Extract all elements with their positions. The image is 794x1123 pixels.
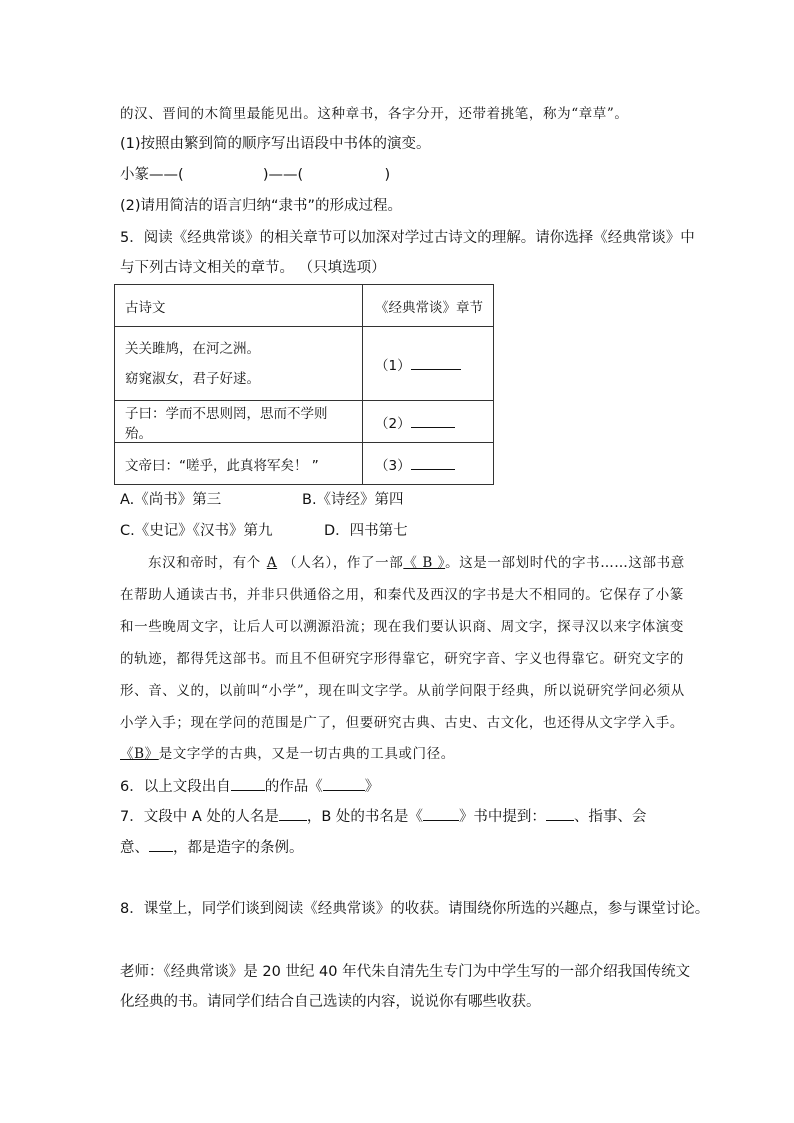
options-row-1 xyxy=(120,490,404,510)
evolution-mid: )——( xyxy=(262,167,304,183)
chapter-answer-cell[interactable] xyxy=(363,327,494,401)
answer-line[interactable] xyxy=(411,413,455,428)
answer-line[interactable] xyxy=(411,455,455,470)
name-blank[interactable] xyxy=(279,806,307,821)
blank-label: （3） xyxy=(375,457,411,474)
evolution-end: ) xyxy=(384,167,391,183)
poem-chapter-table xyxy=(114,284,494,485)
question-8: 8．课堂上，同学们谈到阅读《经典常谈》的收获。请围绕你所选的兴趣点，参与课堂讨论。 xyxy=(120,901,710,917)
table-header-row xyxy=(115,285,494,327)
passage-line: 在帮助人通读古书，并非只供通俗之用，和秦代及西汉的字书是大不相同的。它保存了小篆 xyxy=(120,587,684,603)
table-header-chapter: 《经典常谈》章节 xyxy=(363,285,494,327)
passage-text: （人名），作了一部 xyxy=(283,555,404,571)
evolution-start: 小篆——( xyxy=(120,167,184,183)
option-d: D．四书第七 xyxy=(324,523,408,539)
passage-line: 形、音、义的，以前叫“小学”，现在叫文字学。从前学问限于经典，所以说研究学问必须从 xyxy=(120,683,685,699)
poem-line: 窈窕淑女，君子好逑。 xyxy=(125,370,260,387)
question-7 xyxy=(120,806,646,827)
question-2-prompt: (2)请用简洁的语言归纳“隶书”的形成过程。 xyxy=(120,198,403,214)
question-text: 》书中提到： xyxy=(458,809,546,825)
poem-cell xyxy=(115,401,363,443)
question-text: ，B 处的书名是 xyxy=(306,809,409,825)
question-text: 意、 xyxy=(120,840,149,856)
option-b: B.《诗经》第四 xyxy=(302,492,404,508)
passage-tail-line: 的汉、晋间的木简里最能见出。这种章书，各字分开，还带着挑笔，称为“章草”。 xyxy=(120,106,629,122)
question-7-cont xyxy=(120,837,304,858)
poem-line: 文帝曰：“嗟乎，此真将军矣！ ” xyxy=(125,457,319,474)
method-blank-1[interactable] xyxy=(546,806,574,821)
work-blank[interactable] xyxy=(323,776,365,791)
blank-label: （2） xyxy=(375,415,411,432)
passage-line xyxy=(148,553,685,573)
passage-text: 是文字学的古典，又是一切古典的工具或门径。 xyxy=(158,746,455,762)
question-text: 6．以上文段出自 xyxy=(120,779,231,795)
option-c: C.《史记》《汉书》第九 xyxy=(120,523,273,539)
passage-line: 和一些晚周文字，让后人可以溯源沿流；现在我们要认识商、周文字，探寻汉以来字体演变 xyxy=(120,619,684,635)
question-text: 《 xyxy=(408,809,423,825)
table-row xyxy=(115,401,494,443)
teacher-line: 化经典的书。请同学们结合自己选读的内容，说说你有哪些收获。 xyxy=(120,994,541,1010)
method-blank-2[interactable] xyxy=(149,837,173,852)
passage-text: 。这是一部划时代的字书……这部书意 xyxy=(445,555,685,571)
poem-cell xyxy=(115,443,363,485)
poem-line: 子曰：学而不思则罔，思而不学则殆。 xyxy=(125,405,328,442)
book-blank[interactable] xyxy=(423,806,459,821)
script-evolution-line xyxy=(120,165,390,185)
chapter-answer-cell[interactable] xyxy=(363,401,494,443)
blank-a-marker: A xyxy=(266,555,278,571)
question-text: 》 xyxy=(364,779,380,795)
options-row-2 xyxy=(120,521,408,541)
option-a: A.《尚书》第三 xyxy=(120,492,222,508)
chapter-answer-cell[interactable] xyxy=(363,443,494,485)
blank-b-marker: 《B》 xyxy=(120,746,159,762)
passage-text: 东汉和帝时，有个 xyxy=(148,555,261,571)
question-text: 的作品 xyxy=(264,779,309,795)
question-5-prompt: 5．阅读《经典常谈》的相关章节可以加深对学过古诗文的理解。请你选择《经典常谈》中 xyxy=(120,230,695,246)
passage-line: 的轨迹，都得凭这部书。而且不但研究字形得靠它，研究字音、字义也得靠它。研究文字的 xyxy=(120,651,684,667)
blank-label: （1） xyxy=(375,357,411,374)
table-row xyxy=(115,443,494,485)
question-text: 《 xyxy=(308,779,323,795)
passage-line: 小学入手；现在学问的范围是广了，但要研究古典、古史、古文化，也还得从文字学入手。 xyxy=(120,715,684,731)
blank-b-marker: 《 B 》 xyxy=(403,555,446,571)
answer-line[interactable] xyxy=(411,355,461,370)
author-blank[interactable] xyxy=(231,776,265,791)
question-text: 、指事、会 xyxy=(573,809,647,825)
question-6 xyxy=(120,776,379,797)
table-row xyxy=(115,327,494,401)
poem-cell xyxy=(115,327,363,401)
question-1-prompt: (1)按照由繁到简的顺序写出语段中书体的演变。 xyxy=(120,136,431,152)
teacher-line: 老师：《经典常谈》是 20 世纪 40 年代朱自清先生专门为中学生写的一部介绍我国传统文 xyxy=(120,964,691,980)
passage-line xyxy=(120,744,455,764)
question-text: ，都是造字的条例。 xyxy=(173,840,304,856)
question-5-prompt-cont: 与下列古诗文相关的章节。 （只填选项） xyxy=(120,260,386,276)
table-header-poem: 古诗文 xyxy=(115,285,363,327)
poem-line: 关关雎鸠，在河之洲。 xyxy=(125,340,260,357)
question-text: 7．文段中 A 处的人名是 xyxy=(120,809,279,825)
